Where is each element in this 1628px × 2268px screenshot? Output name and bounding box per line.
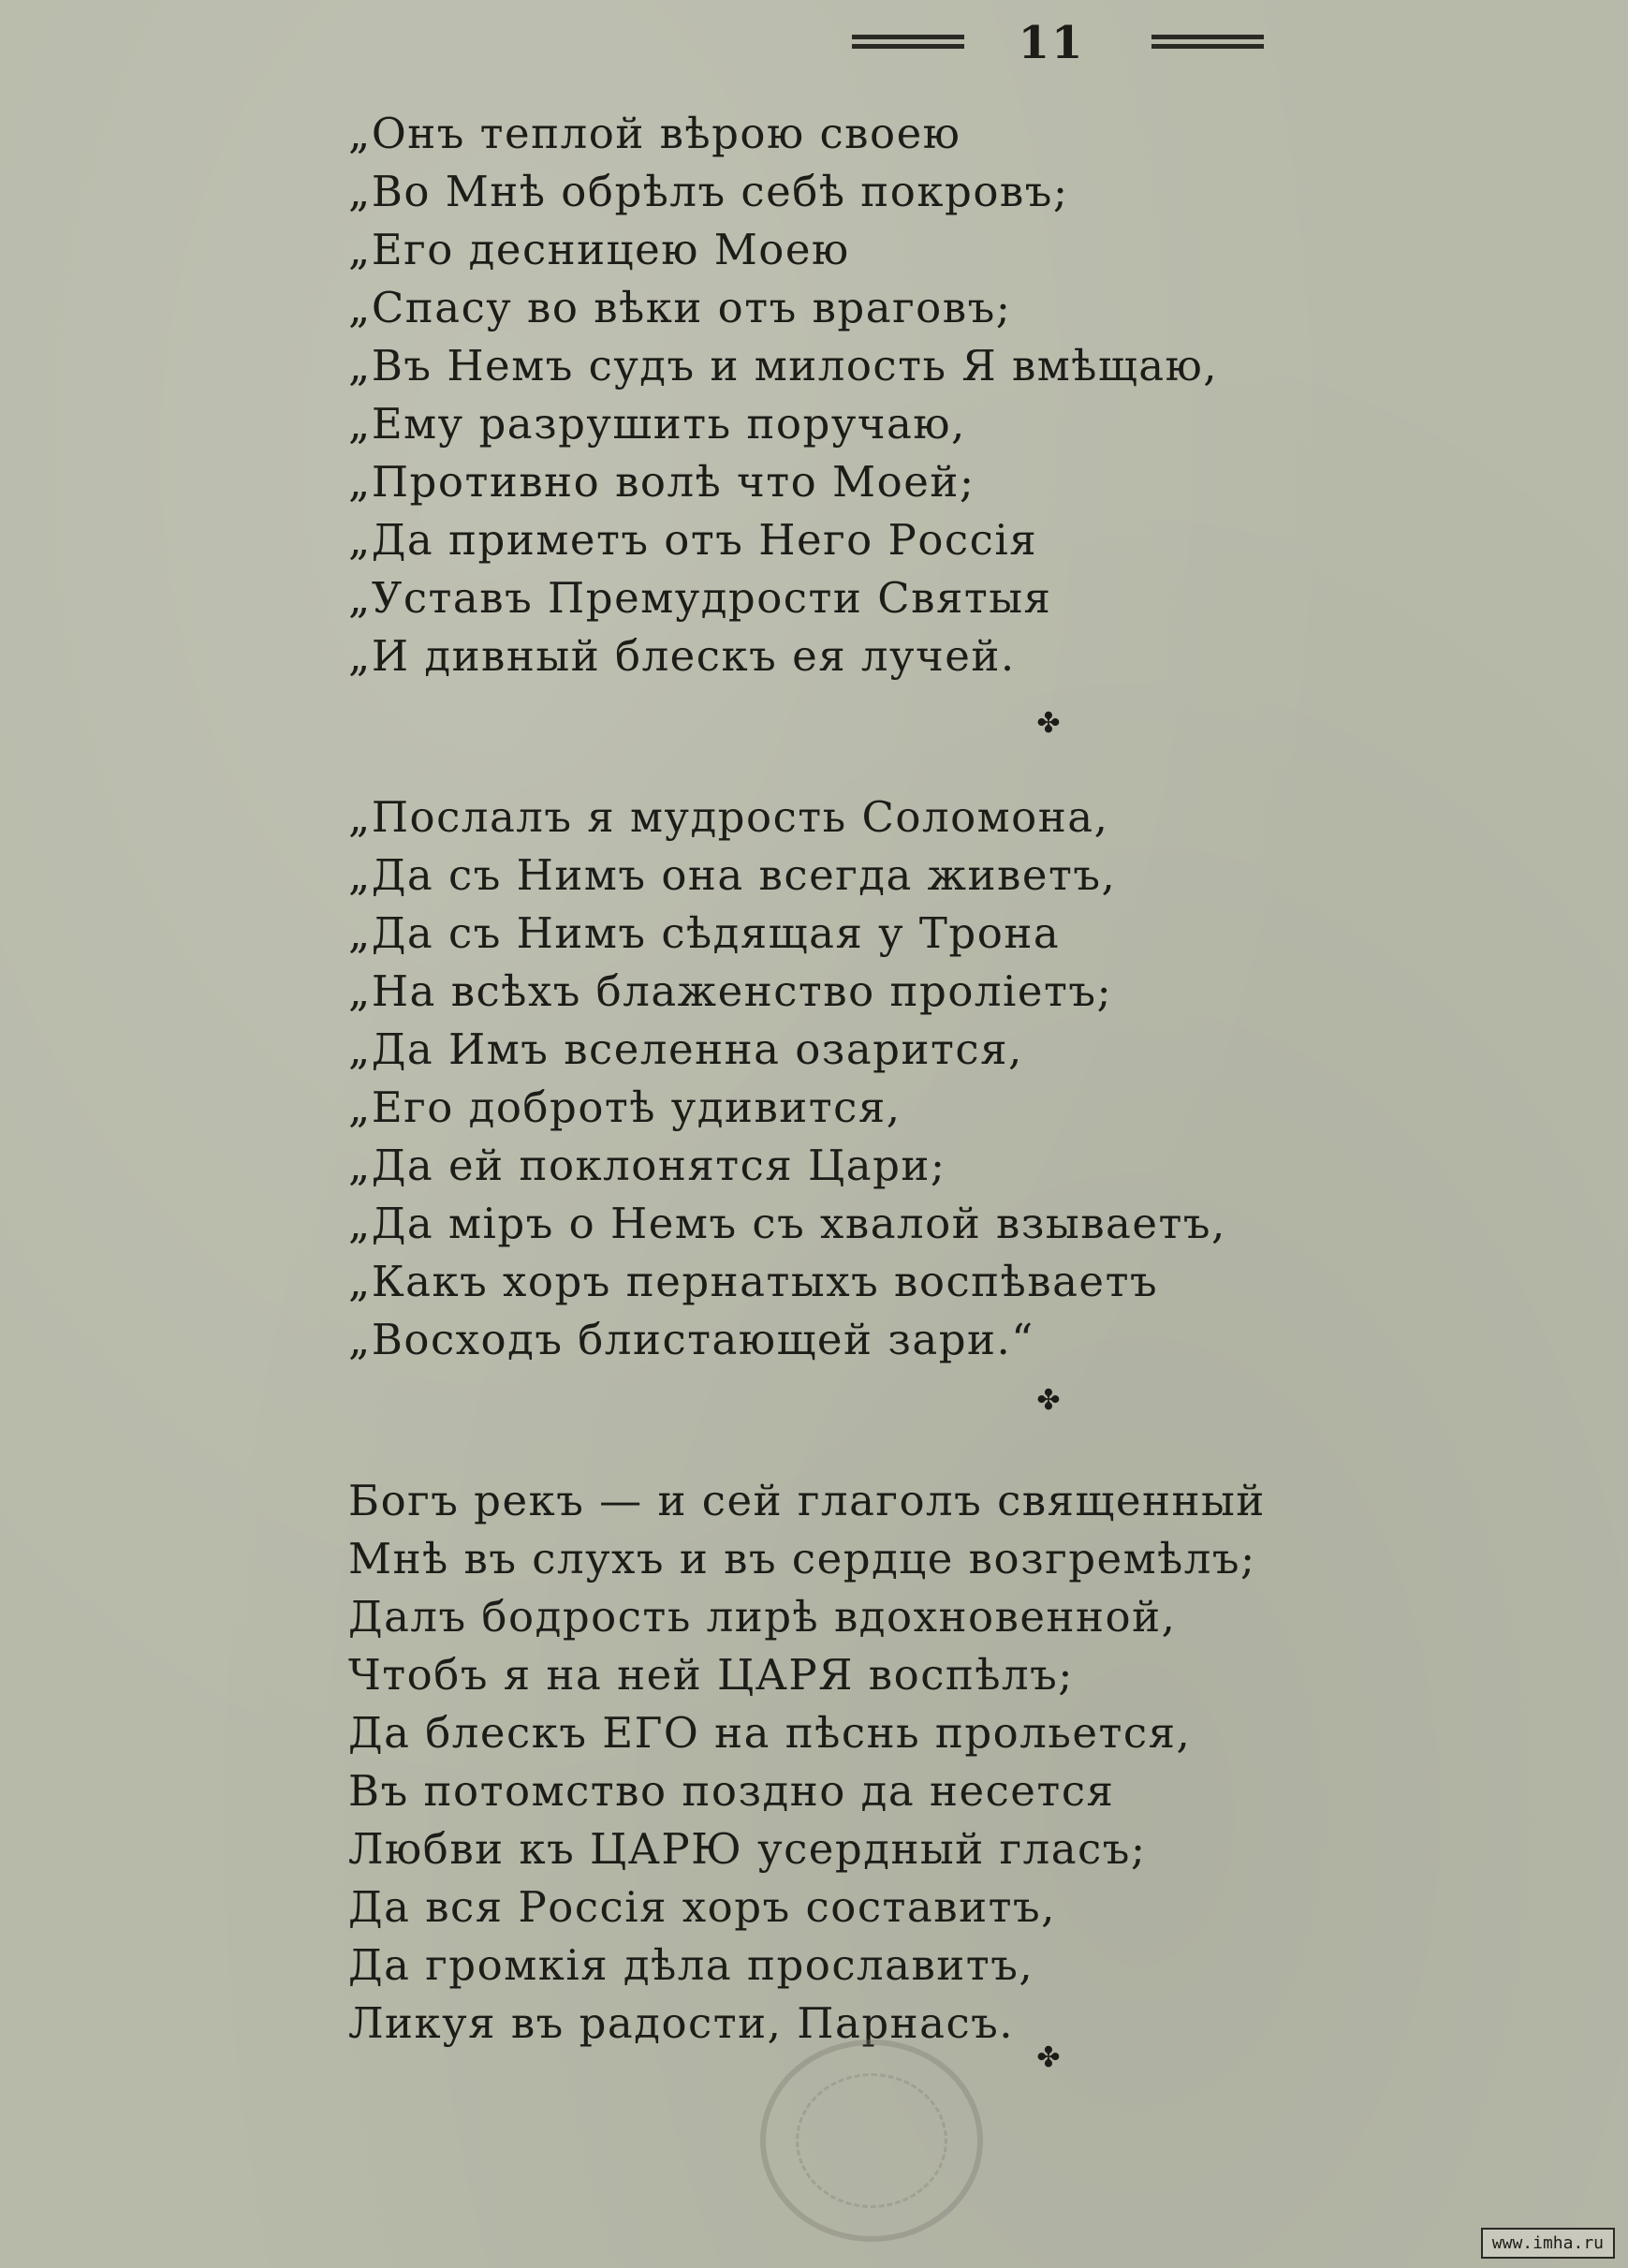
stanza-divider-ornament-icon: ✤ [1036, 707, 1061, 740]
poem-line: „Да ей поклонятся Цари; [348, 1141, 946, 1190]
poem-line: „Какъ хоръ пернатыхъ воспѣваетъ [348, 1257, 1159, 1306]
poem-line: „Во Мнѣ обрѣлъ себѣ покровъ; [348, 167, 1069, 216]
page-number: 11 [1018, 17, 1085, 69]
poem-line: „Онъ теплой вѣрою своею [348, 109, 961, 158]
poem-line: „Да Имъ вселенна озарится, [348, 1024, 1023, 1074]
poem-line: Чтобъ я на ней ЦАРЯ воспѣлъ; [348, 1650, 1074, 1700]
watermark: www.imha.ru [1481, 2228, 1615, 2259]
poem-line: „Да съ Нимъ сѣдящая у Трона [348, 908, 1061, 958]
header-rule-left [852, 34, 964, 51]
stanza-1 [348, 105, 1218, 685]
poem-line: „Ему разрушить поручаю, [348, 399, 966, 449]
poem-line: Богъ рекъ — и сей глаголъ священный [348, 1476, 1266, 1525]
poem-line: „И дивный блескъ ея лучей. [348, 631, 1016, 681]
poem-line: „Послалъ я мудрость Соломона, [348, 792, 1109, 842]
poem-line: Да вся Россія хоръ составитъ, [348, 1882, 1056, 1932]
stanza-divider-ornament-icon: ✤ [1036, 2041, 1061, 2074]
poem-line: Да блескъ ЕГО на пѣснь прольется, [348, 1708, 1192, 1758]
poem-line: Въ потомство поздно да несется [348, 1766, 1115, 1816]
poem-line: Ликуя въ радости, Парнасъ. [348, 1998, 1015, 2048]
poem-line: „Уставъ Премудрости Святыя [348, 573, 1052, 623]
poem-line: Мнѣ въ слухъ и въ сердце возгремѣлъ; [348, 1534, 1256, 1583]
page-header [843, 13, 1254, 69]
poem-line: „Да приметъ отъ Него Россія [348, 515, 1038, 565]
poem-line: Любви къ ЦАРЮ усердный гласъ; [348, 1824, 1147, 1874]
poem-line: „Да съ Нимъ она всегда живетъ, [348, 850, 1117, 900]
poem-line: Да громкія дѣла прославитъ, [348, 1940, 1034, 1990]
stanza-divider-ornament-icon: ✤ [1036, 1384, 1061, 1417]
poem-line: „На всѣхъ блаженство проліетъ; [348, 966, 1113, 1016]
poem-line: „Спасу во вѣки отъ враговъ; [348, 283, 1012, 332]
poem-line: „Да міръ о Немъ съ хвалой взываетъ, [348, 1199, 1226, 1248]
poem-line: Далъ бодрость лирѣ вдохновенной, [348, 1592, 1177, 1642]
poem-line: „Восходъ блистающей зари.“ [348, 1315, 1034, 1364]
stanza-2 [348, 788, 1226, 1369]
poem-line: „Противно волѣ что Моей; [348, 457, 975, 507]
poem-line: „Въ Немъ судъ и милость Я вмѣщаю, [348, 341, 1219, 390]
poem-line: „Его десницею Моею [348, 225, 850, 274]
header-rule-right [1151, 34, 1264, 51]
poem-line: „Его добротѣ удивится, [348, 1082, 902, 1132]
library-stamp-icon [760, 2040, 983, 2242]
stanza-3 [348, 1472, 1266, 2053]
